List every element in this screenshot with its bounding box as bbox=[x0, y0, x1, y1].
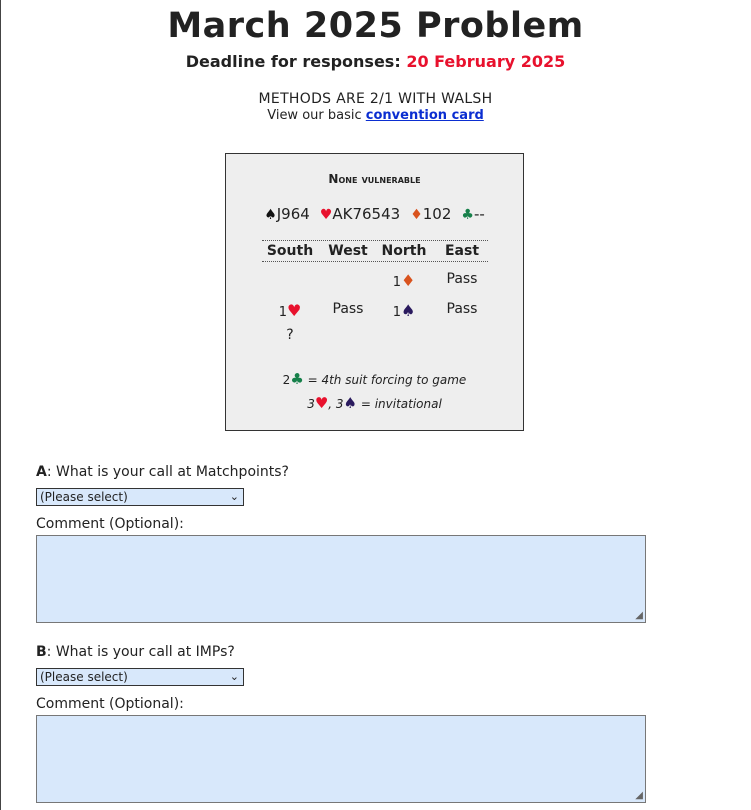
spade-icon: ♠ bbox=[400, 301, 416, 320]
resize-handle-icon[interactable]: ◢ bbox=[635, 610, 643, 621]
header-south: South bbox=[266, 243, 314, 259]
header-east: East bbox=[444, 243, 480, 259]
note-3level: 3♥, 3♠ = invitational bbox=[307, 394, 442, 412]
auction-row bbox=[262, 301, 488, 321]
bid-north-2: 1♠ bbox=[392, 301, 416, 320]
header-north: North bbox=[381, 243, 427, 259]
vulnerability: None vulnerable bbox=[328, 172, 421, 186]
convention-card-link[interactable]: convention card bbox=[365, 108, 484, 123]
chevron-down-icon: ⌄ bbox=[229, 490, 239, 503]
spade-icon: ♠ bbox=[264, 207, 277, 223]
chevron-down-icon: ⌄ bbox=[229, 670, 239, 683]
club-icon: ♣ bbox=[461, 207, 474, 223]
question-b-text: : What is your call at IMPs? bbox=[46, 644, 235, 660]
spades-holding: J964 bbox=[276, 205, 310, 223]
heart-icon: ♥ bbox=[319, 207, 333, 223]
deadline-date: 20 February 2025 bbox=[406, 52, 566, 71]
auction-header bbox=[262, 240, 488, 262]
imps-select-value: (Please select) bbox=[40, 670, 128, 684]
bid-south-1: 1♥ bbox=[278, 301, 302, 320]
header-west: West bbox=[328, 243, 368, 259]
matchpoints-select[interactable] bbox=[36, 488, 244, 506]
imps-select[interactable] bbox=[36, 668, 244, 686]
heart-icon: ♥ bbox=[314, 394, 329, 412]
deadline bbox=[0, 52, 751, 71]
diamonds-holding: 102 bbox=[422, 205, 452, 223]
methods-text: METHODS ARE 2/1 WITH WALSH bbox=[258, 91, 493, 107]
bid-west-1: Pass bbox=[332, 301, 364, 317]
comment-b-field[interactable] bbox=[36, 715, 646, 803]
question-a-text: : What is your call at Matchpoints? bbox=[46, 464, 289, 480]
comment-b-label: Comment (Optional): bbox=[36, 696, 184, 712]
resize-handle-icon[interactable]: ◢ bbox=[635, 790, 643, 801]
auction-row bbox=[262, 271, 488, 291]
question-a-letter: A bbox=[36, 464, 47, 480]
bid-east-2: Pass bbox=[446, 301, 478, 317]
heart-icon: ♥ bbox=[286, 301, 302, 320]
comment-a-field[interactable] bbox=[36, 535, 646, 623]
question-b-label bbox=[36, 644, 235, 660]
deadline-label: Deadline for responses: bbox=[185, 52, 401, 71]
comment-a-label: Comment (Optional): bbox=[36, 516, 184, 532]
note-3level-text: = invitational bbox=[360, 397, 442, 411]
spade-icon: ♠ bbox=[343, 394, 357, 412]
deal-panel bbox=[225, 153, 524, 431]
diamond-icon: ♦ bbox=[410, 207, 423, 223]
auction-row bbox=[262, 327, 488, 347]
bid-east-1: Pass bbox=[446, 271, 478, 287]
note-2c: 2♣ = 4th suit forcing to game bbox=[282, 370, 467, 388]
clubs-holding: -- bbox=[473, 205, 485, 223]
south-hand bbox=[226, 205, 523, 223]
note-2c-text: = 4th suit forcing to game bbox=[307, 373, 467, 387]
club-icon: ♣ bbox=[290, 370, 304, 388]
page-title: March 2025 Problem bbox=[167, 6, 584, 46]
bid-south-2: ? bbox=[286, 327, 294, 343]
convention-prefix: View our basic bbox=[267, 108, 362, 123]
diamond-icon: ♦ bbox=[400, 271, 416, 290]
question-a-label bbox=[36, 464, 289, 480]
bid-north-1: 1♦ bbox=[392, 271, 416, 290]
matchpoints-select-value: (Please select) bbox=[40, 490, 128, 504]
convention-line bbox=[0, 108, 751, 123]
hearts-holding: AK76543 bbox=[332, 205, 401, 223]
question-b-letter: B bbox=[36, 644, 47, 660]
